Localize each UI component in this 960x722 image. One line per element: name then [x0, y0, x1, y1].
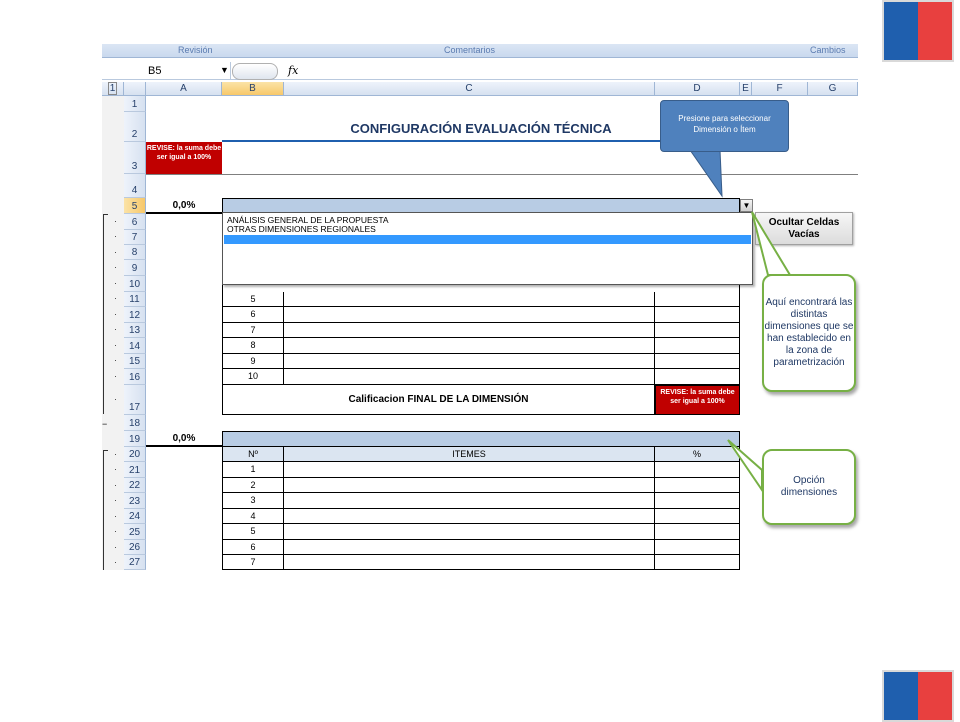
- row-header[interactable]: 1: [124, 96, 146, 112]
- row-header[interactable]: 8: [124, 245, 146, 260]
- dropdown-arrow-icon[interactable]: ▼: [740, 199, 753, 212]
- outline-dot: ·: [114, 557, 117, 567]
- row-number: 5: [250, 526, 256, 536]
- row-header[interactable]: 15: [124, 354, 146, 369]
- callout-dimensiones: Aquí encontrará las distintas dimensiones que se han establecido en la zona de parametrización: [762, 274, 856, 392]
- outline-dot: ·: [114, 542, 117, 552]
- dropdown-option[interactable]: OTRAS DIMENSIONES REGIONALES: [227, 224, 376, 234]
- col-header-f[interactable]: F: [752, 82, 808, 96]
- outline-level-1[interactable]: 1: [109, 83, 116, 94]
- row-header[interactable]: 25: [124, 524, 146, 540]
- outline-dot: ·: [114, 526, 117, 536]
- row-number: 7: [250, 325, 256, 335]
- outline-dot: ·: [114, 464, 117, 474]
- fx-icon[interactable]: fx: [288, 64, 299, 77]
- col-header-c[interactable]: C: [284, 82, 655, 96]
- row-header[interactable]: 13: [124, 323, 146, 338]
- outline-dot: ·: [114, 247, 117, 257]
- final-dimension-label: Calificacion FINAL DE LA DIMENSIÓN: [222, 385, 655, 415]
- row-header[interactable]: 2: [124, 112, 146, 142]
- cell-a5-percent[interactable]: 0,0%: [146, 198, 222, 214]
- row-header[interactable]: 9: [124, 260, 146, 276]
- row-header[interactable]: 12: [124, 307, 146, 323]
- row-header[interactable]: 19: [124, 431, 146, 447]
- col-header-d[interactable]: D: [655, 82, 740, 96]
- outline-dot: ·: [114, 371, 117, 381]
- cell-a19-percent[interactable]: 0,0%: [146, 431, 222, 447]
- row-header[interactable]: 14: [124, 338, 146, 354]
- outline-dot: ·: [114, 355, 117, 365]
- callout-opcion-dimensiones: Opción dimensiones: [762, 449, 856, 525]
- row-number: 2: [250, 480, 256, 490]
- row-header[interactable]: 11: [124, 292, 146, 307]
- ribbon-group-comentarios[interactable]: Comentarios: [444, 45, 496, 55]
- row-number: 1: [250, 464, 256, 474]
- outline-dot: ·: [114, 449, 117, 459]
- row-header[interactable]: 7: [124, 230, 146, 245]
- ribbon-group-cambios[interactable]: Cambios: [810, 45, 846, 55]
- row-header[interactable]: 18: [124, 415, 146, 431]
- row-number: 4: [250, 511, 256, 521]
- col-header-a[interactable]: A: [146, 82, 222, 96]
- green-callout-pointer-2: [728, 440, 762, 490]
- outline-dot: ·: [114, 511, 117, 521]
- callout-seleccionar: Presione para seleccionar Dimensión o Ítem: [660, 100, 789, 152]
- outline-dot: ·: [114, 480, 117, 490]
- name-box-dropdown-icon[interactable]: ▼: [220, 65, 229, 75]
- green-callout-pointer: [752, 212, 790, 275]
- revise-warning-a3: REVISE: la suma debe ser igual a 100%: [146, 142, 222, 174]
- row-header[interactable]: 27: [124, 555, 146, 570]
- row-header[interactable]: 3: [124, 142, 146, 174]
- row-header[interactable]: 26: [124, 540, 146, 555]
- outline-dot: ·: [114, 293, 117, 303]
- outline-dot: ·: [114, 309, 117, 319]
- row-number: 6: [250, 309, 256, 319]
- row-header[interactable]: 24: [124, 509, 146, 524]
- outline-dot: ·: [114, 262, 117, 272]
- revise-warning-d17: REVISE: la suma debe ser igual a 100%: [655, 385, 740, 415]
- row-header[interactable]: 5: [124, 198, 146, 214]
- outline-dot: ·: [114, 278, 117, 288]
- header-items: ITEMES: [284, 447, 655, 462]
- outline-dot: ·: [114, 495, 117, 505]
- row-number: 7: [250, 557, 256, 567]
- row-number: 8: [250, 340, 256, 350]
- row-header[interactable]: 10: [124, 276, 146, 292]
- outline-dot: ·: [114, 231, 117, 241]
- outline-collapse-icon[interactable]: −: [102, 419, 108, 429]
- row-header[interactable]: 4: [124, 174, 146, 198]
- row-number: 10: [247, 371, 258, 381]
- row-header[interactable]: 20: [124, 447, 146, 462]
- name-box-value: B5: [148, 65, 162, 77]
- row-number: 3: [250, 495, 256, 505]
- row-number: 6: [250, 542, 256, 552]
- row-header[interactable]: 6: [124, 214, 146, 230]
- col-header-g[interactable]: G: [808, 82, 858, 96]
- ocultar-celdas-button[interactable]: Ocultar Celdas Vacías: [755, 212, 853, 245]
- blue-callout-pointer: [690, 150, 722, 196]
- row-number: 9: [250, 356, 256, 366]
- col-header-b[interactable]: B: [222, 82, 284, 96]
- row-header[interactable]: 16: [124, 369, 146, 385]
- header-pct: %: [655, 447, 740, 462]
- row-header[interactable]: 23: [124, 493, 146, 509]
- row-header[interactable]: 22: [124, 478, 146, 493]
- outline-dot: ·: [114, 394, 117, 404]
- row-header[interactable]: 21: [124, 462, 146, 478]
- sheet-title: CONFIGURACIÓN EVALUACIÓN TÉCNICA: [222, 118, 740, 142]
- outline-dot: ·: [114, 340, 117, 350]
- dropdown-option[interactable]: ANÁLISIS GENERAL DE LA PROPUESTA: [227, 215, 389, 225]
- row-number: 5: [250, 294, 256, 304]
- header-no: Nº: [222, 447, 284, 462]
- outline-dot: ·: [114, 216, 117, 226]
- outline-dot: ·: [114, 324, 117, 334]
- row-header[interactable]: 17: [124, 385, 146, 415]
- ribbon-group-revision[interactable]: Revisión: [178, 45, 213, 55]
- col-header-e[interactable]: E: [740, 82, 752, 96]
